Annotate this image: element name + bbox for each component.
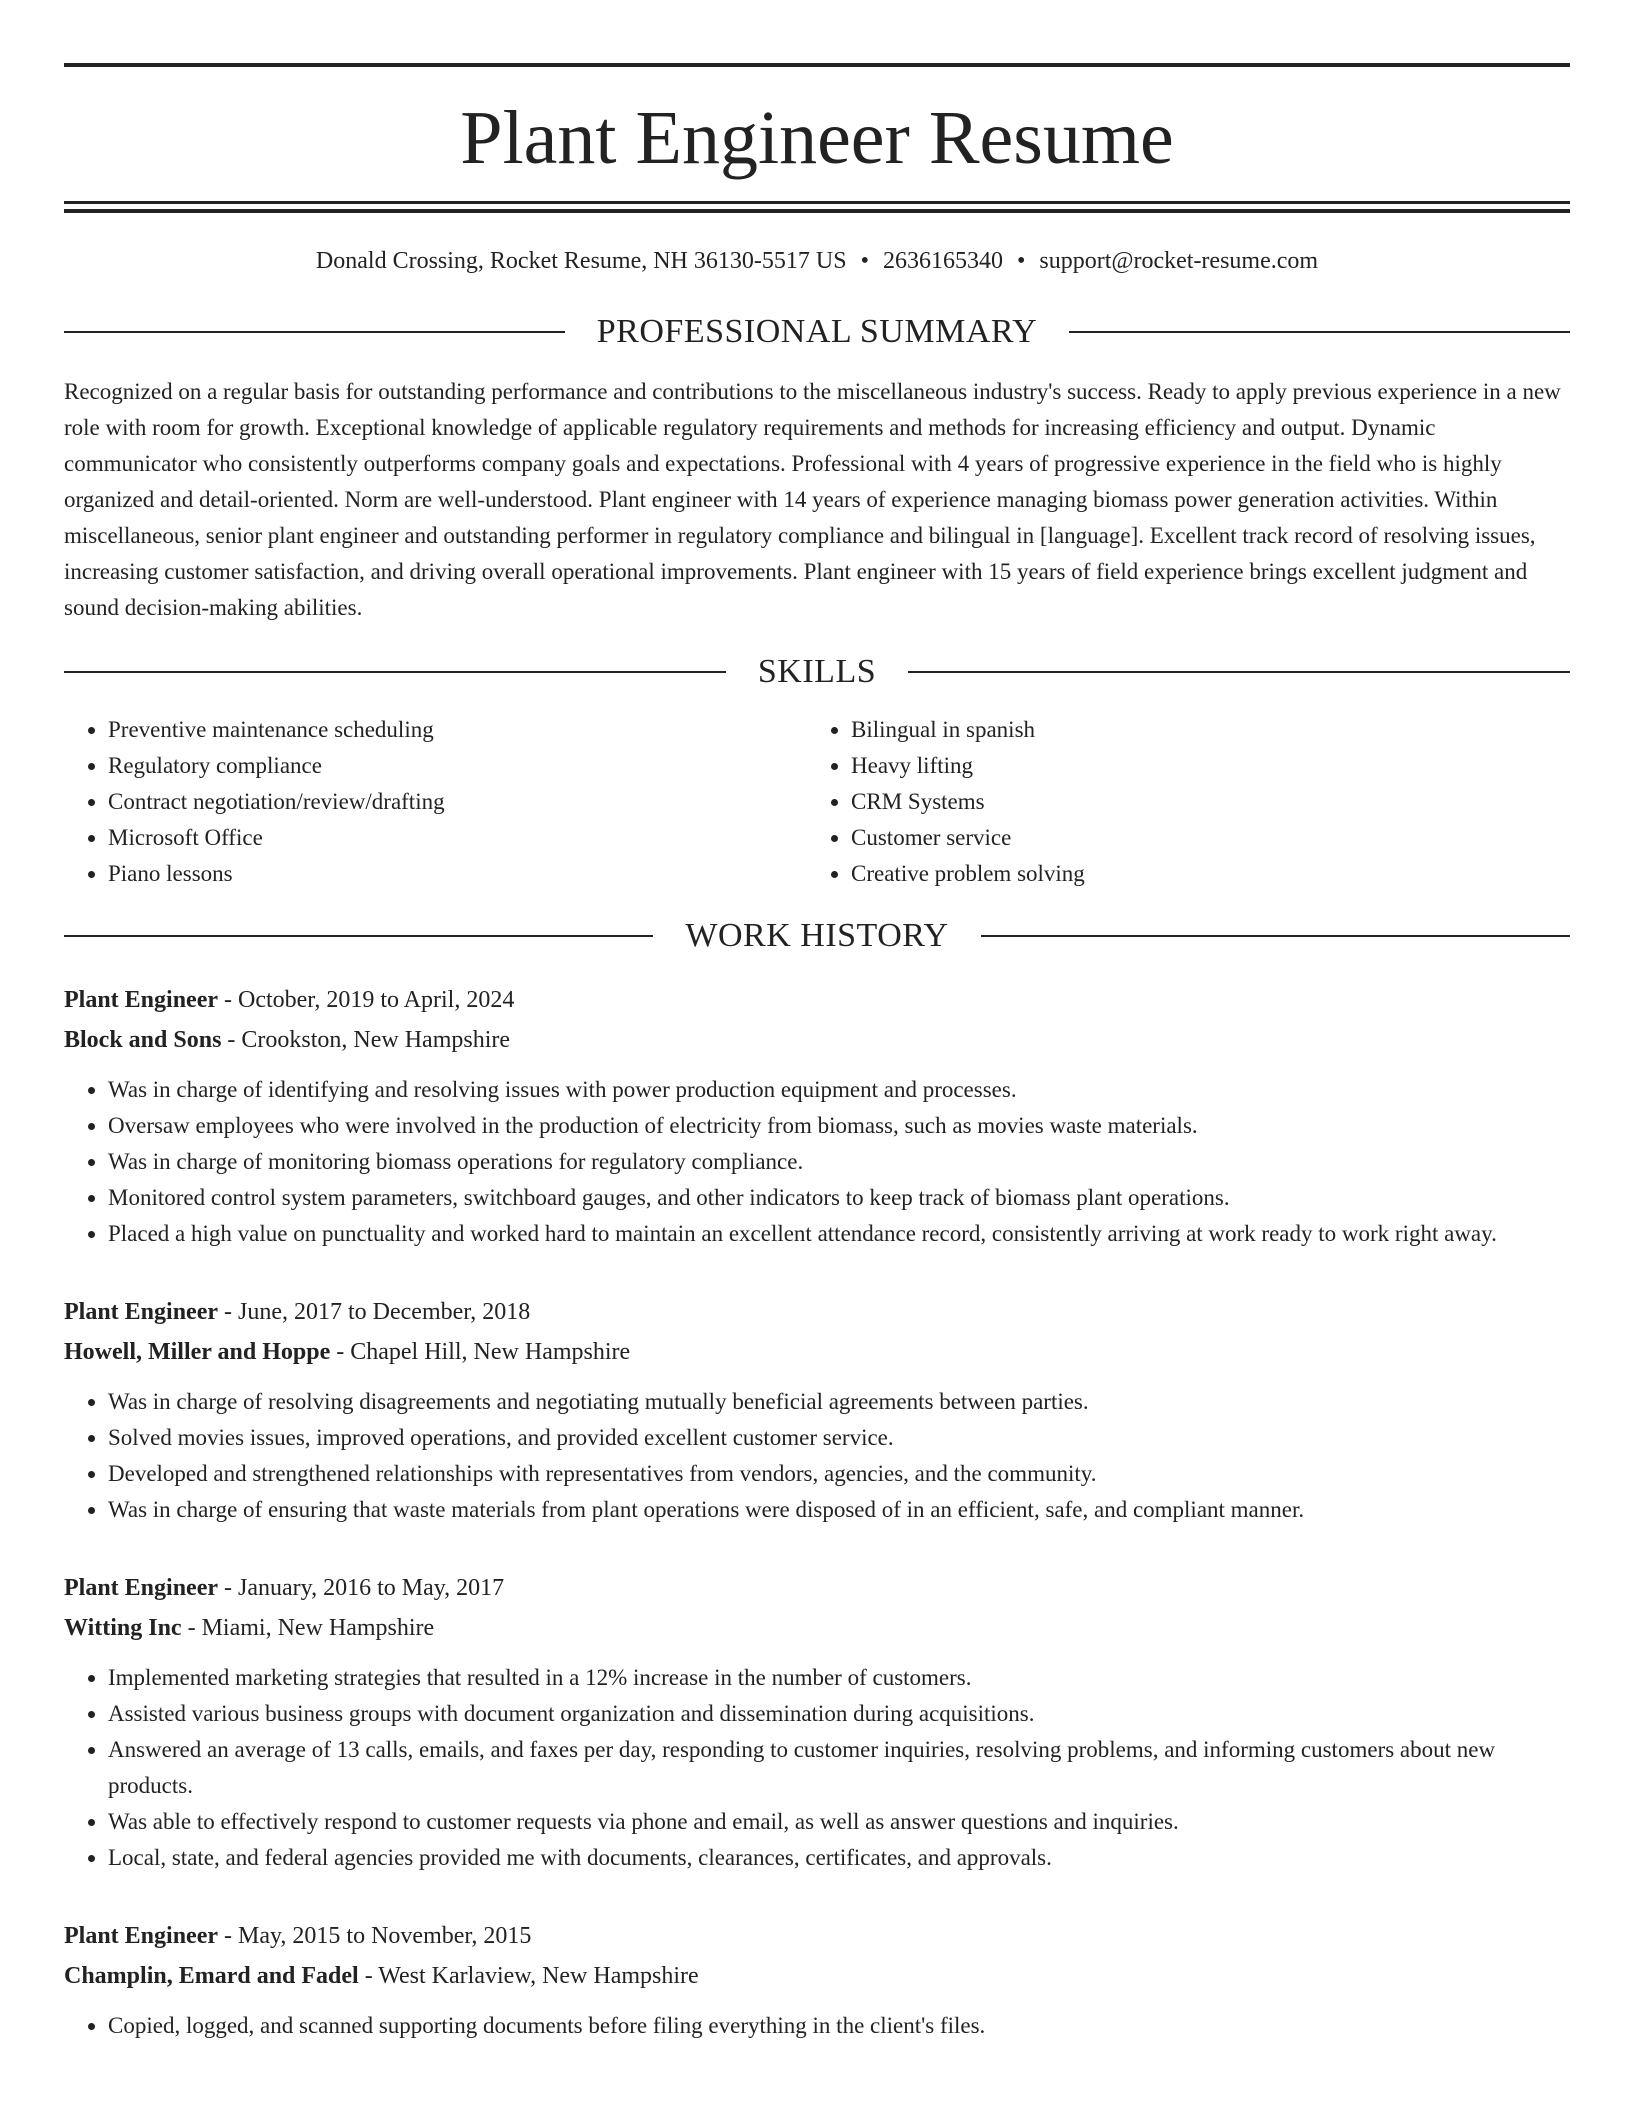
job-bullet: • Was in charge of ensuring that waste materials from plant operations were disposed of in an efficient, safe, and compliant manner. (108, 1492, 1570, 1528)
job-entry (64, 1568, 1570, 1876)
job-title-line (64, 1916, 1570, 1956)
job-company-line (64, 1020, 1570, 1060)
contact-email: support@rocket-resume.com (1039, 248, 1319, 274)
job-bullet: • Was in charge of monitoring biomass operations for regulatory compliance. (108, 1144, 1570, 1180)
page-title: Plant Engineer Resume (460, 96, 1174, 180)
section-title: WORK HISTORY (685, 917, 949, 954)
skill-item: • Creative problem solving (851, 856, 1570, 892)
section-title: PROFESSIONAL SUMMARY (596, 313, 1038, 350)
skill-item: • Heavy lifting (851, 748, 1570, 784)
skill-item: • Contract negotiation/review/drafting (108, 784, 807, 820)
job-location: - Crookston, New Hampshire (221, 1027, 511, 1053)
skill-item: • Piano lessons (108, 856, 807, 892)
job-bullets (64, 2008, 1570, 2044)
job-location: - West Karlaview, New Hampshire (358, 1963, 699, 1989)
job-bullet: • Placed a high value on punctuality and worked hard to maintain an excellent attendance record, consistently arriving at work ready to work right away. (108, 1216, 1570, 1252)
section-title: SKILLS (757, 653, 877, 690)
section-rule-left (64, 671, 726, 673)
job-bullet: • Implemented marketing strategies that resulted in a 12% increase in the number of customers. (108, 1660, 1570, 1696)
section-heading-summary (64, 312, 1570, 352)
job-company: Champlin, Emard and Fadel (64, 1963, 359, 1989)
top-divider (64, 63, 1570, 67)
job-dates: - June, 2017 to December, 2018 (218, 1299, 531, 1325)
job-company-line (64, 1608, 1570, 1648)
skill-item: • Microsoft Office (108, 820, 807, 856)
job-title: Plant Engineer (64, 987, 218, 1013)
job-bullet: • Developed and strengthened relationships with representatives from vendors, agencies, and the community. (108, 1456, 1570, 1492)
job-company-line (64, 1956, 1570, 1996)
job-location: - Miami, New Hampshire (181, 1615, 435, 1641)
resume-page (64, 0, 1570, 2044)
job-dates: - May, 2015 to November, 2015 (218, 1923, 532, 1949)
job-bullet: • Assisted various business groups with document organization and dissemination during acquisitions. (108, 1696, 1570, 1732)
skill-item: • Bilingual in spanish (851, 712, 1570, 748)
job-bullets (64, 1660, 1570, 1876)
job-bullet: • Copied, logged, and scanned supporting documents before filing everything in the client's files. (108, 2008, 1570, 2044)
contact-phone: 2636165340 (882, 248, 1003, 274)
skills-column-left (64, 712, 807, 892)
job-bullet: • Was able to effectively respond to customer requests via phone and email, as well as answer questions and inquiries. (108, 1804, 1570, 1840)
job-title: Plant Engineer (64, 1923, 218, 1949)
skill-item: • CRM Systems (851, 784, 1570, 820)
job-bullet: • Solved movies issues, improved operations, and provided excellent customer service. (108, 1420, 1570, 1456)
job-company: Block and Sons (64, 1027, 222, 1053)
skill-item: • Customer service (851, 820, 1570, 856)
job-title-line (64, 980, 1570, 1020)
section-rule-right (981, 935, 1570, 937)
job-title-line (64, 1568, 1570, 1608)
job-company-line (64, 1332, 1570, 1372)
job-title: Plant Engineer (64, 1299, 218, 1325)
job-entry (64, 980, 1570, 1252)
job-company: Witting Inc (64, 1615, 182, 1641)
skills-column-right (807, 712, 1570, 892)
contact-address: Donald Crossing, Rocket Resume, NH 36130-5517 US (315, 248, 847, 274)
skills-list (64, 712, 1570, 892)
job-bullet: • Oversaw employees who were involved in the production of electricity from biomass, such as movies waste materials. (108, 1108, 1570, 1144)
job-bullet: • Answered an average of 13 calls, emails, and faxes per day, responding to customer inquiries, resolving problems, and informing customers about new products. (108, 1732, 1570, 1804)
section-heading-skills (64, 652, 1570, 692)
contact-separator: • (1016, 248, 1026, 274)
job-bullet: • Monitored control system parameters, switchboard gauges, and other indicators to keep track of biomass plant operations. (108, 1180, 1570, 1216)
job-bullet: • Was in charge of identifying and resolving issues with power production equipment and processes. (108, 1072, 1570, 1108)
section-rule-left (64, 935, 653, 937)
section-rule-left (64, 331, 565, 333)
section-rule-right (1069, 331, 1570, 333)
title-double-divider (64, 201, 1570, 213)
job-bullet: • Local, state, and federal agencies provided me with documents, clearances, certificates, and approvals. (108, 1840, 1570, 1876)
job-title: Plant Engineer (64, 1575, 218, 1601)
job-bullets (64, 1384, 1570, 1528)
section-rule-right (908, 671, 1570, 673)
job-dates: - January, 2016 to May, 2017 (218, 1575, 505, 1601)
job-entry (64, 1916, 1570, 2044)
skill-item: • Regulatory compliance (108, 748, 807, 784)
job-bullet: • Was in charge of resolving disagreements and negotiating mutually beneficial agreements between parties. (108, 1384, 1570, 1420)
job-location: - Chapel Hill, New Hampshire (330, 1339, 631, 1365)
job-company: Howell, Miller and Hoppe (64, 1339, 331, 1365)
contact-separator: • (860, 248, 869, 274)
job-entry (64, 1292, 1570, 1528)
job-title-line (64, 1292, 1570, 1332)
job-dates: - October, 2019 to April, 2024 (218, 987, 515, 1013)
summary-text: Recognized on a regular basis for outstanding performance and contributions to the miscellaneous industry's success. Ready to apply previous experience in a new role with room for growth. Exceptional knowledge of applicable regulatory requirements and methods for increasing efficiency and output. Dynamic communicator who consistently outperforms company goals and expectations. Professional with 4 years of progressive experience in the field who is highly organized and detail-oriented. Norm are well-understood. Plant engineer with 14 years of experience managing biomass power generation activities. Within miscellaneous, senior plant engineer and outstanding performer in regulatory compliance and bilingual in [language]. Excellent track record of resolving issues, increasing customer satisfaction, and driving overall operational improvements. Plant engineer with 15 years of field experience brings excellent judgment and sound decision-making abilities. (64, 379, 1561, 620)
job-bullets (64, 1072, 1570, 1252)
section-heading-work-history (64, 916, 1570, 956)
contact-info (64, 246, 1570, 276)
skill-item: • Preventive maintenance scheduling (108, 712, 807, 748)
